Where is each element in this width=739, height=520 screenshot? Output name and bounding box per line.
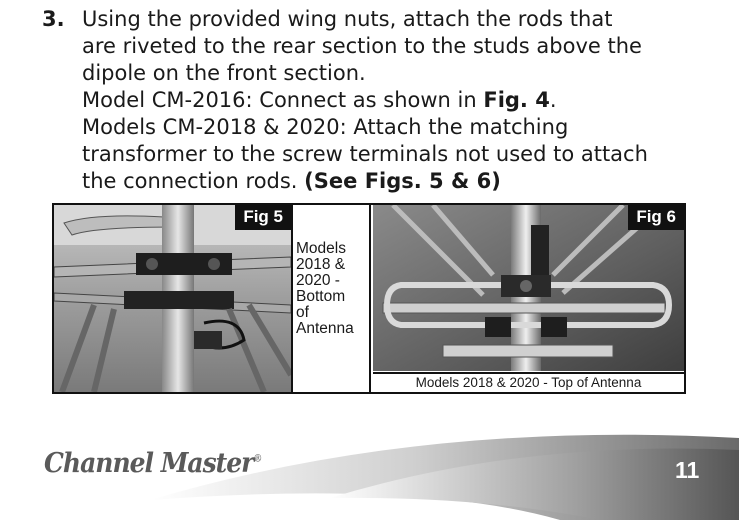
- step-line-1: Using the provided wing nuts, attach the rods that: [82, 7, 613, 31]
- fig5-caption-line-5: of: [296, 304, 309, 321]
- figure-panel: [52, 203, 686, 394]
- step-line-2: are riveted to the rear section to the studs above the: [82, 34, 642, 58]
- fig5-caption-line-6: Antenna: [296, 320, 354, 337]
- fig5-caption-line-4: Bottom: [296, 288, 346, 305]
- model-2016-text: Model CM-2016: Connect as shown in: [82, 88, 484, 112]
- fig5-caption-line-1: Models: [296, 240, 346, 257]
- fig5-caption-line-2: 2018 &: [296, 256, 346, 273]
- step-line-3: dipole on the front section.: [82, 61, 366, 85]
- last-line-text: the connection rods.: [82, 169, 305, 193]
- fig5-caption: [293, 205, 371, 392]
- registered-mark: ®: [253, 453, 263, 465]
- model-2016-period: .: [549, 88, 557, 112]
- logo-text: Channel Master: [44, 446, 254, 479]
- fig6-label: Fig 6: [628, 205, 684, 230]
- channel-master-logo: [44, 447, 262, 479]
- page-number: 11: [675, 457, 700, 483]
- step-body: [82, 6, 732, 195]
- model-2016-line: [82, 87, 732, 114]
- fig6-photo: [373, 205, 684, 371]
- fig5-label: Fig 5: [235, 205, 291, 230]
- fig5-caption-line-3: 2020 -: [296, 272, 340, 289]
- last-line: [82, 168, 732, 195]
- models-line-2: transformer to the screw terminals not used to attach: [82, 142, 648, 166]
- fig5-antenna-image: [54, 205, 291, 392]
- models-line-1: Models CM-2018 & 2020: Attach the matching: [82, 115, 569, 139]
- figs-5-6-reference: (See Figs. 5 & 6): [304, 169, 501, 193]
- fig5-photo: [54, 205, 293, 392]
- fig4-reference: Fig. 4: [483, 88, 550, 112]
- fig6-caption: Models 2018 & 2020 - Top of Antenna: [373, 372, 684, 392]
- step-number: 3.: [42, 7, 65, 31]
